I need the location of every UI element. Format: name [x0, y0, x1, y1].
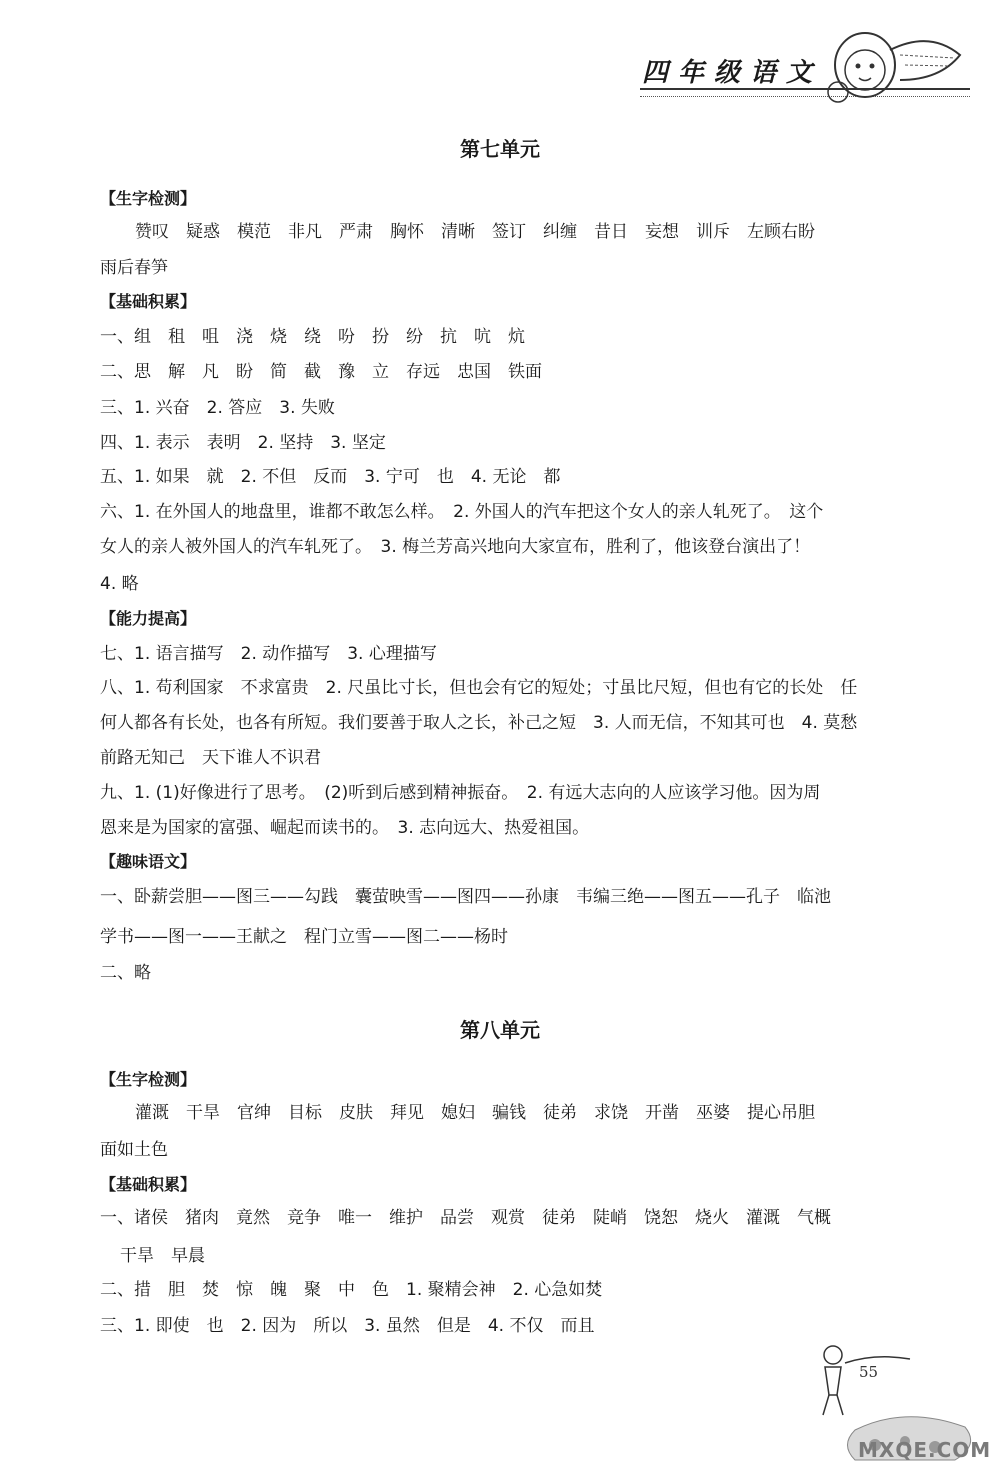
word: 妄想: [645, 222, 679, 242]
answer-line: 三、1. 兴奋 2. 答应 3. 失败: [100, 398, 335, 418]
word: 签订: [492, 222, 526, 242]
unit8-shengzi-heading: 【生字检测】: [100, 1070, 197, 1089]
answer-line: 三、1. 即使 也 2. 因为 所以 3. 虽然 但是 4. 不仅 而且: [100, 1316, 595, 1336]
mascot-illustration-icon: [820, 10, 970, 110]
word: 提心吊胆: [747, 1103, 815, 1123]
answer-line: 学书——图一——王献之 程门立雪——图二——杨时: [100, 927, 508, 947]
word: 求饶: [594, 1103, 628, 1123]
answer-line: 二、思 解 凡 盼 简 截 豫 立 存远 忠国 铁面: [100, 362, 542, 382]
word: 拜见: [390, 1103, 424, 1123]
unit7-shengzi-heading: 【生字检测】: [100, 189, 197, 208]
word: 左顾右盼: [747, 222, 815, 242]
answer-line: 四、1. 表示 表明 2. 坚持 3. 坚定: [100, 433, 386, 453]
unit7-quwei-heading: 【趣味语文】: [100, 852, 197, 871]
answer-line: 八、1. 苟利国家 不求富贵 2. 尺虽比寸长，但也会有它的短处；寸虽比尺短，但也有它的长处 任: [100, 678, 858, 698]
word: 昔日: [594, 222, 628, 242]
unit8-jichu-heading: 【基础积累】: [100, 1175, 197, 1194]
answer-line: 九、1. (1)好像进行了思考。 (2)听到后感到精神振奋。 2. 有远大志向的人应该学习他。因为周: [100, 783, 821, 803]
unit7-jichu-heading: 【基础积累】: [100, 292, 197, 311]
word: 模范: [237, 222, 271, 242]
unit7-nengli-heading: 【能力提高】: [100, 609, 197, 628]
answer-line: 4. 略: [100, 574, 139, 594]
word: 清晰: [441, 222, 475, 242]
header-title: 四年级语文: [642, 58, 823, 88]
unit8-shengzi-words: [135, 1101, 940, 1125]
word: 纠缠: [543, 222, 577, 242]
word: 疑惑: [186, 222, 220, 242]
page-number: 55: [859, 1363, 879, 1381]
unit7-shengzi-words: [135, 220, 940, 244]
unit8-title: 第八单元: [460, 1018, 540, 1042]
word: 胸怀: [390, 222, 424, 242]
answer-line: 恩来是为国家的富强、崛起而读书的。 3. 志向远大、热爱祖国。: [100, 818, 590, 838]
answer-line: 干旱 早晨: [120, 1246, 205, 1266]
answer-line: 六、1. 在外国人的地盘里，谁都不敢怎么样。 2. 外国人的汽车把这个女人的亲人轧死了。 这个: [100, 502, 824, 522]
word: 开凿: [645, 1103, 679, 1123]
answer-line: 二、措 胆 焚 惊 魄 聚 中 色 1. 聚精会神 2. 心急如焚: [100, 1280, 603, 1300]
word: 皮肤: [339, 1103, 373, 1123]
answer-line: 二、略: [100, 963, 151, 983]
answer-line: 一、诸侯 猪肉 竟然 竞争 唯一 维护 品尝 观赏 徒弟 陡峭 饶恕 烧火 灌溉 气概: [100, 1208, 831, 1228]
word: 骗钱: [492, 1103, 526, 1123]
word: 媳妇: [441, 1103, 475, 1123]
word: 官绅: [237, 1103, 271, 1123]
word: 赞叹: [135, 222, 169, 242]
word: 巫婆: [696, 1103, 730, 1123]
word: 严肃: [339, 222, 373, 242]
answer-line: 前路无知己 天下谁人不识君: [100, 748, 321, 768]
word: 灌溉: [135, 1103, 169, 1123]
unit8-shengzi-wrap: 面如土色: [100, 1140, 168, 1160]
answer-line: 女人的亲人被外国人的汽车轧死了。 3. 梅兰芳高兴地向大家宣布，胜利了，他该登台演出了！: [100, 537, 811, 557]
unit7-shengzi-wrap: 雨后春笋: [100, 258, 168, 278]
answer-line: 一、卧薪尝胆——图三——勾践 囊萤映雪——图四——孙康 韦编三绝——图五——孔子 临池: [100, 887, 831, 907]
word: 徒弟: [543, 1103, 577, 1123]
answer-line: 一、组 租 咀 浇 烧 绕 吩 扮 纷 抗 吭 炕: [100, 327, 525, 347]
unit7-title: 第七单元: [460, 137, 540, 161]
watermark-text: MXQE.COM: [858, 1438, 992, 1462]
word: 训斥: [696, 222, 730, 242]
word: 非凡: [288, 222, 322, 242]
word: 干旱: [186, 1103, 220, 1123]
answer-line: 何人都各有长处，也各有所短。我们要善于取人之长，补己之短 3. 人而无信，不知其可也 4. 莫愁: [100, 713, 858, 733]
answer-line: 五、1. 如果 就 2. 不但 反而 3. 宁可 也 4. 无论 都: [100, 467, 561, 487]
word: 目标: [288, 1103, 322, 1123]
answer-line: 七、1. 语言描写 2. 动作描写 3. 心理描写: [100, 644, 437, 664]
